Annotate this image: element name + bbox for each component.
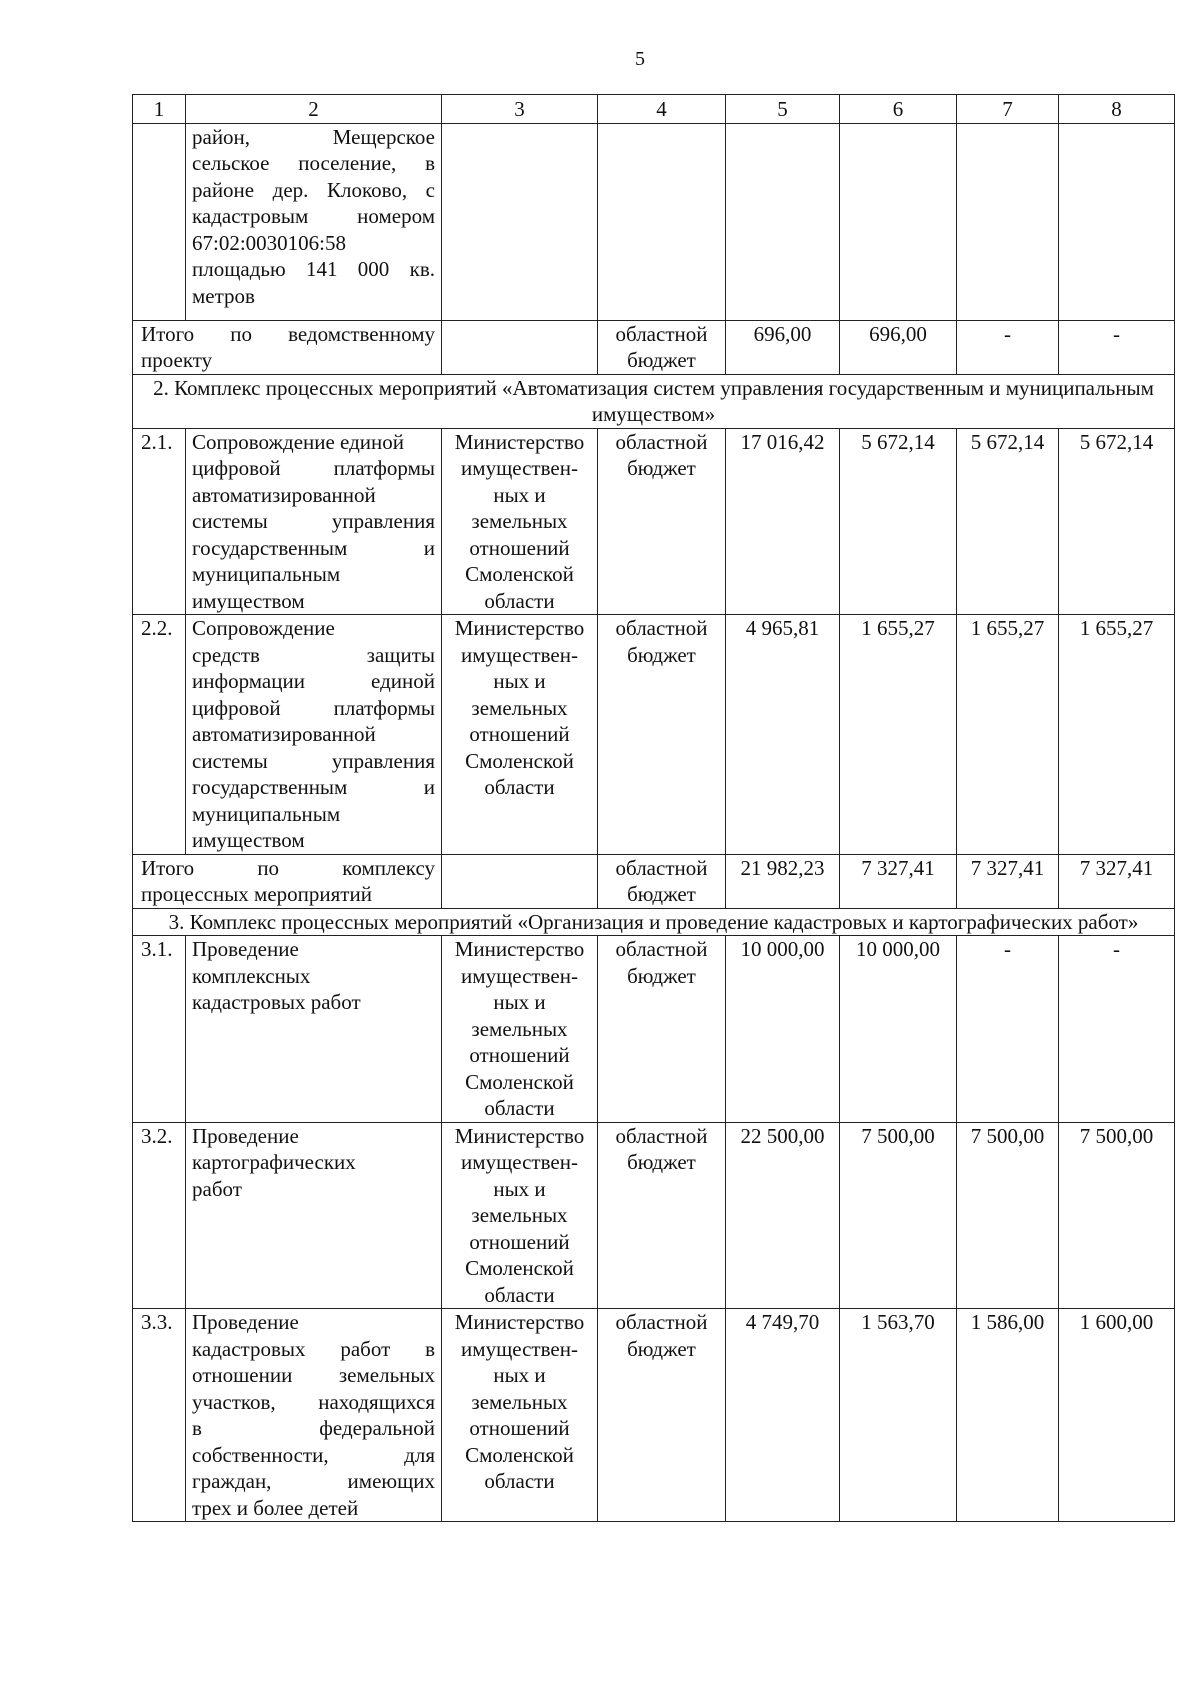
project-total-row [133, 320, 1175, 374]
name-line: участков, находящихся [192, 1389, 435, 1414]
cell-executor [442, 615, 598, 855]
name-line: автоматизированной [192, 722, 376, 746]
total-label-line: проекту [141, 348, 213, 372]
header-col-7: 7 [957, 95, 1059, 124]
cell-c7: 1 586,00 [957, 1309, 1059, 1522]
cell-name [186, 615, 442, 855]
executor-line: области [484, 1469, 555, 1493]
header-col-2: 2 [186, 95, 442, 124]
executor-line: области [484, 1282, 555, 1307]
cell-executor [442, 936, 598, 1123]
executor-line: ных и [493, 669, 546, 693]
cell-executor [442, 854, 598, 908]
cell-executor [442, 428, 598, 615]
cell-name [186, 428, 442, 615]
section-2-title: 2. Комплекс процессных мероприятий «Автоматизация систем управления государственным и муниципальным имуществом» [133, 374, 1175, 428]
executor-line: Смоленской [465, 1069, 574, 1094]
cell-executor [442, 320, 598, 374]
name-line: системы управления [192, 509, 435, 533]
executor-line: отношений [469, 1229, 570, 1254]
table-row [133, 615, 1175, 855]
executor-line: отношений [469, 1416, 570, 1440]
total-label-line: Итого по комплексу [141, 855, 435, 880]
name-line: цифровой платформы [192, 456, 435, 480]
cell-c7: 5 672,14 [957, 428, 1059, 615]
name-line: граждан, имеющих [192, 1469, 435, 1493]
executor-line: области [484, 775, 555, 799]
cell-c5: 4 965,81 [726, 615, 840, 855]
cell-num: 3.2. [133, 1122, 186, 1309]
cell-c8: 7 500,00 [1059, 1122, 1175, 1309]
table-row [133, 428, 1175, 615]
name-line: государственным и [192, 775, 435, 799]
cell-source: областной бюджет [598, 428, 726, 615]
executor-line: ных и [493, 482, 546, 507]
executor-line: Министерство [454, 1123, 585, 1148]
executor-line: Смоленской [465, 562, 574, 586]
cell-source: областной бюджет [598, 1122, 726, 1309]
name-line: информации единой [192, 669, 435, 693]
name-line: муниципальным [192, 801, 341, 826]
header-col-3: 3 [442, 95, 598, 124]
cell-c7 [957, 123, 1059, 320]
name-line: кадастровым номером [192, 204, 435, 228]
name-line: Проведение [192, 1310, 299, 1334]
executor-line: отношений [469, 1043, 570, 1067]
cell-c5: 10 000,00 [726, 936, 840, 1123]
name-line: районе дер. Клоково, с [192, 177, 435, 202]
cell-source: областной бюджет [598, 936, 726, 1123]
name-line: отношении земельных [192, 1363, 435, 1387]
total-label-line: процессных мероприятий [141, 882, 372, 906]
name-line: комплексных [192, 963, 311, 988]
header-col-4: 4 [598, 95, 726, 124]
cell-c6: 1 655,27 [840, 615, 957, 855]
cell-c8: - [1059, 320, 1175, 374]
total-label [133, 320, 442, 374]
name-line: собственности, для [192, 1442, 435, 1467]
continuation-row [133, 123, 1175, 320]
name-line: Проведение [192, 937, 299, 961]
name-line: картографических [192, 1150, 356, 1174]
section-3-title-row [133, 908, 1175, 936]
cell-name [186, 123, 442, 320]
table-row [133, 1309, 1175, 1522]
cell-source: областной бюджет [598, 320, 726, 374]
cell-executor [442, 123, 598, 320]
cell-c5: 4 749,70 [726, 1309, 840, 1522]
executor-line: имуществен- [461, 963, 578, 988]
name-line: Сопровождение единой [192, 429, 404, 454]
cell-num: 3.3. [133, 1309, 186, 1522]
executor-line: Министерство [454, 429, 585, 454]
name-line: Сопровождение [192, 616, 335, 640]
executor-line: ных и [493, 990, 546, 1014]
cell-c6: 696,00 [840, 320, 957, 374]
executor-line: Смоленской [465, 748, 574, 773]
name-line: трех и более детей [192, 1495, 359, 1520]
cell-c7: - [957, 320, 1059, 374]
name-line: в федеральной [192, 1416, 435, 1440]
name-line: кадастровых работ в [192, 1336, 435, 1361]
executor-line: имуществен- [461, 456, 578, 480]
executor-line: отношений [469, 722, 570, 746]
name-line: кадастровых работ [192, 990, 361, 1014]
budget-table [132, 94, 1175, 1522]
cell-source: областной бюджет [598, 615, 726, 855]
cell-c6: 10 000,00 [840, 936, 957, 1123]
cell-c6: 5 672,14 [840, 428, 957, 615]
executor-line: имуществен- [461, 1336, 578, 1361]
name-line: сельское поселение, в [192, 151, 435, 175]
name-line: автоматизированной [192, 482, 376, 507]
name-line: имуществом [192, 828, 305, 852]
name-line: 67:02:0030106:58 [192, 230, 347, 255]
executor-line: земельных [471, 695, 568, 720]
header-col-6: 6 [840, 95, 957, 124]
executor-line: имуществен- [461, 642, 578, 667]
cell-num: 3.1. [133, 936, 186, 1123]
cell-num [133, 123, 186, 320]
section-2-title-row [133, 374, 1175, 428]
name-line: цифровой платформы [192, 695, 435, 720]
name-line: метров [192, 283, 255, 308]
name-line: район, Мещерское [192, 124, 435, 149]
header-col-5: 5 [726, 95, 840, 124]
header-col-1: 1 [133, 95, 186, 124]
cell-c7: 1 655,27 [957, 615, 1059, 855]
cell-c8 [1059, 123, 1175, 320]
page-number: 5 [635, 48, 645, 70]
name-line: площадью 141 000 кв. [192, 257, 435, 281]
name-line: Проведение [192, 1123, 299, 1148]
executor-line: земельных [471, 1203, 568, 1227]
table-row [133, 936, 1175, 1123]
cell-c6: 7 500,00 [840, 1122, 957, 1309]
cell-c5: 696,00 [726, 320, 840, 374]
executor-line: земельных [471, 1389, 568, 1414]
cell-c7: 7 327,41 [957, 854, 1059, 908]
name-line: муниципальным [192, 562, 341, 586]
cell-name [186, 936, 442, 1123]
section-3-title: 3. Комплекс процессных мероприятий «Организация и проведение кадастровых и картографических работ» [133, 908, 1175, 936]
cell-c8: 1 655,27 [1059, 615, 1175, 855]
cell-c5: 22 500,00 [726, 1122, 840, 1309]
cell-c5: 21 982,23 [726, 854, 840, 908]
header-col-8: 8 [1059, 95, 1175, 124]
cell-executor [442, 1122, 598, 1309]
cell-c8: 7 327,41 [1059, 854, 1175, 908]
executor-line: области [484, 588, 555, 613]
name-line: имуществом [192, 588, 305, 613]
cell-c5: 17 016,42 [726, 428, 840, 615]
executor-line: имуществен- [461, 1150, 578, 1174]
header-row [133, 95, 1175, 124]
cell-source: областной бюджет [598, 854, 726, 908]
cell-num: 2.2. [133, 615, 186, 855]
name-line: государственным и [192, 535, 435, 560]
cell-source [598, 123, 726, 320]
total-label-line: Итого по ведомственному [141, 321, 435, 346]
executor-line: отношений [469, 535, 570, 560]
cell-c7: 7 500,00 [957, 1122, 1059, 1309]
executor-line: земельных [471, 509, 568, 533]
executor-line: Смоленской [465, 1256, 574, 1280]
name-line: системы управления [192, 748, 435, 773]
executor-line: ных и [493, 1363, 546, 1387]
cell-executor [442, 1309, 598, 1522]
cell-name [186, 1309, 442, 1522]
cell-c8: 5 672,14 [1059, 428, 1175, 615]
table-row [133, 1122, 1175, 1309]
cell-c5 [726, 123, 840, 320]
cell-num: 2.1. [133, 428, 186, 615]
executor-line: земельных [471, 1016, 568, 1041]
cell-c6: 1 563,70 [840, 1309, 957, 1522]
executor-line: ных и [493, 1176, 546, 1201]
cell-name [186, 1122, 442, 1309]
name-line: средств защиты [192, 642, 435, 667]
cell-c7: - [957, 936, 1059, 1123]
section-2-total-row [133, 854, 1175, 908]
cell-source: областной бюджет [598, 1309, 726, 1522]
name-line: работ [192, 1176, 242, 1201]
cell-c6 [840, 123, 957, 320]
cell-c6: 7 327,41 [840, 854, 957, 908]
cell-c8: 1 600,00 [1059, 1309, 1175, 1522]
total-label [133, 854, 442, 908]
cell-c8: - [1059, 936, 1175, 1123]
executor-line: Министерство [454, 937, 585, 961]
executor-line: области [484, 1096, 555, 1120]
executor-line: Смоленской [465, 1442, 574, 1467]
executor-line: Министерство [454, 1310, 585, 1334]
executor-line: Министерство [454, 616, 585, 640]
